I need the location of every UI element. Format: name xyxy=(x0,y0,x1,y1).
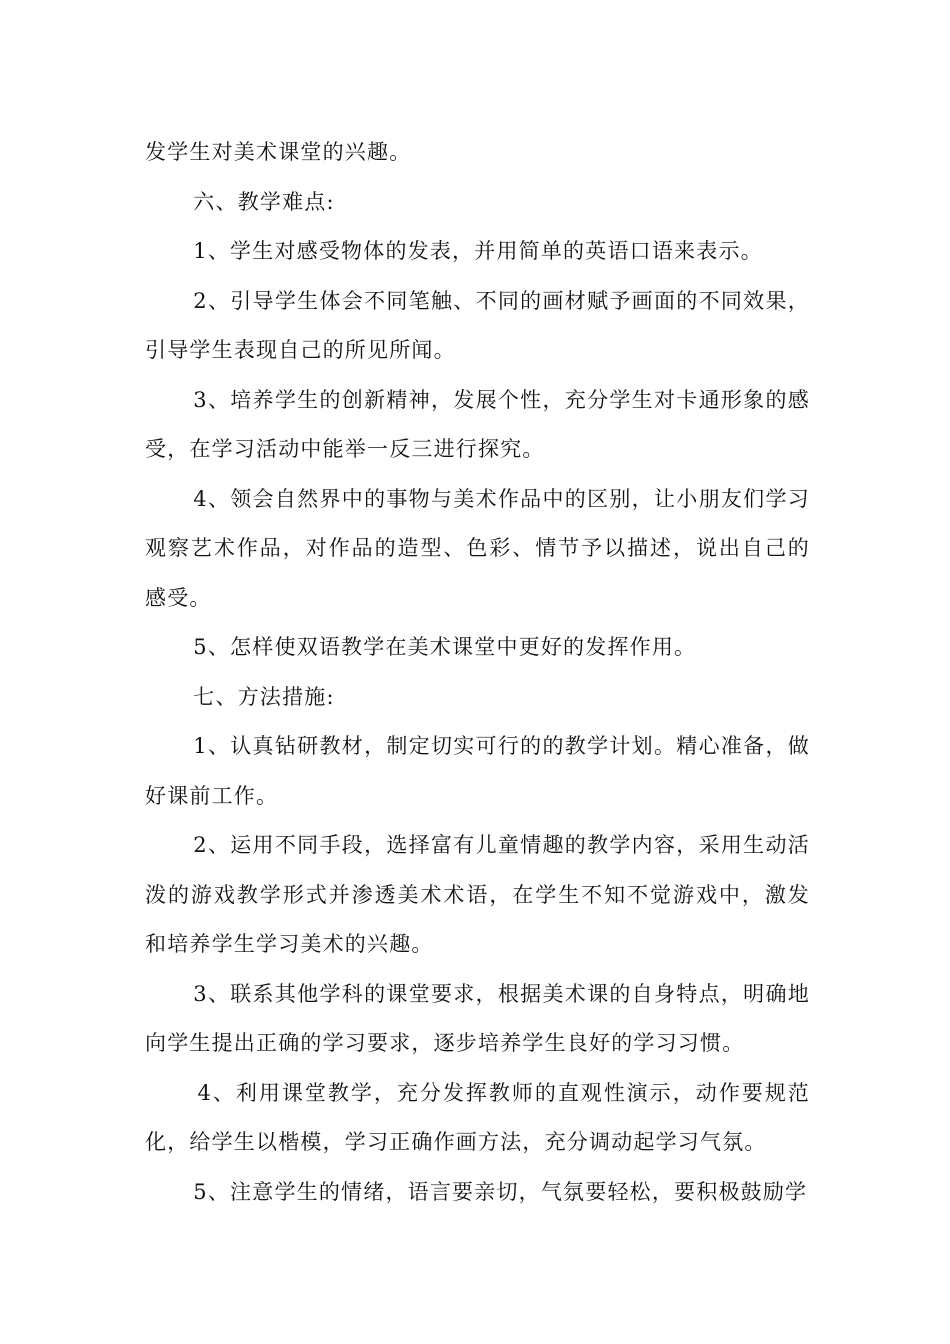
paragraph-method-2: 2、运用不同手段，选择富有儿童情趣的教学内容，采用生动活泼的游戏教学形式并渗透美术术语，在学生不知不觉游戏中，激发和培养学生学习美术的兴趣。 xyxy=(145,833,810,956)
paragraph-method-3: 3、联系其他学科的课堂要求，根据美术课的自身特点，明确地向学生提出正确的学习要求，逐步培养学生良好的学习习惯。 xyxy=(145,981,810,1055)
paragraph-method-1: 1、认真钻研教材，制定切实可行的的教学计划。精心准备，做好课前工作。 xyxy=(145,734,810,808)
paragraph-difficulty-1: 1、学生对感受物体的发表，并用简单的英语口语来表示。 xyxy=(193,239,763,263)
section-heading-methods: 七、方法措施: xyxy=(193,684,335,709)
paragraph-difficulty-5: 5、怎样使双语教学在美术课堂中更好的发挥作用。 xyxy=(193,635,697,659)
document-body xyxy=(145,128,810,1217)
paragraph-continuation: 发学生对美术课堂的兴趣。 xyxy=(145,140,412,164)
paragraph-difficulty-4: 4、领会自然界中的事物与美术作品中的区别，让小朋友们学习观察艺术作品，对作品的造型、色彩、情节予以描述，说出自己的感受。 xyxy=(145,486,810,610)
paragraph-method-4: 4、利用课堂教学，充分发挥教师的直观性演示，动作要规范化，给学生以楷模，学习正确作画方法，充分调动起学习气氛。 xyxy=(145,1080,810,1154)
paragraph-difficulty-2: 2、引导学生体会不同笔触、不同的画材赋予画面的不同效果，引导学生表现自己的所见所闻。 xyxy=(145,288,810,362)
paragraph-difficulty-3: 3、培养学生的创新精神，发展个性，充分学生对卡通形象的感受，在学习活动中能举一反三进行探究。 xyxy=(145,387,810,461)
paragraph-method-5: 5、注意学生的情绪，语言要亲切，气氛要轻松，要积极鼓励学 xyxy=(193,1179,808,1204)
section-heading-difficulties: 六、教学难点: xyxy=(193,189,335,214)
